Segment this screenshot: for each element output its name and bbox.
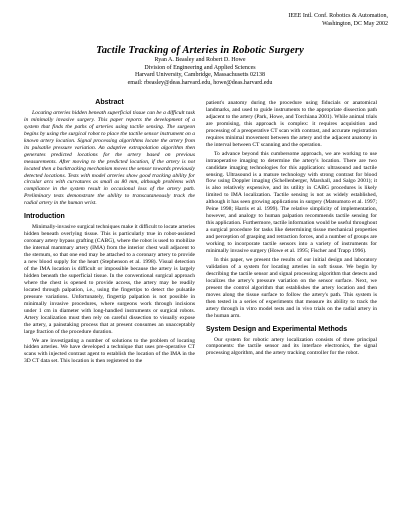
abstract-heading: Abstract [95,99,124,106]
intro-paragraph-2: We are investigating a number of solutions to the problem of locating hidden arteries. We have developed a technique that uses pre-operative CT scans with injected contrast agent to establish the location of the IMA in the 3D CT data set. This location is then registered to the [24,337,195,365]
intro-paragraph-3: patient's anatomy during the procedure using fiducials or anatomical landmarks, and used to guide instruments to the appropriate dissection path adjacent to the artery (Park, Howe, and Torchiana 2001). While animal trials are promising, this approach is complex: it requires acquisition and processing of a preoperative CT scan with contrast, and accurate registration requires minimal movement between the artery and the adjacent anatomy in the interval between CT scanning and the operation. [206,100,377,148]
intro-paragraph-4: To advance beyond this cumbersome approach, we are working to use intraoperative imaging to determine the artery's location. There are two candidate imaging technologies for this application: ultrasound and tactile sensing. Ultrasound is a mature technology with strong contrast for blood flow using Doppler imaging (Schellenberger, Marshall, and Salgo 2001); it is also relatively expensive, and its utility in CABG procedures is likely limited to IMA localization. Tactile sensing is not as widely established, although it has seen growing applications in surgery (Matsumoto et al. 1997; Peine 1998; Harris et al. 1999). The relative simplicity of implementation, however, and analogy to human palpation recommends tactile sensing for this application. Furthermore, tactile information would be useful throughout a surgical procedure for tasks like determining tissue mechanical properties and perception of grasping and retraction forces, and a number of groups are working to incorporate tactile sensors into a variety of instruments for minimally invasive surgery (Howe et al. 1995; Fischer and Trapp 1996). [206,150,377,255]
intro-paragraph-5: In this paper, we present the results of our initial design and laboratory validation of a system for locating arteries in soft tissue. We begin by describing the tactile sensor and signal processing algorithm that detects and localizes the artery's pressure variation on the sensor surface. Next, we present the control algorithm that establishes the artery location and then moves along the tissue surface to follow the artery's path. This system is then tested in a series of experiments that measure its ability to track the artery through in vitro model tests and in vivo trials on the radial artery in the human arm. [206,256,377,319]
right-column [206,100,377,359]
conference-header: IEEE Intl. Conf. Robotics & Automation, Washington, DC May 2002 [288,13,388,27]
abstract-text: Locating arteries hidden beneath superficial tissue can be a difficult task in minimally invasive surgery. This paper reports the development of a system that finds the paths of arteries using tactile sensing. The surgeon begins by using the surgical robot to place the tactile sensor instrument on a known artery location. Signal processing algorithms locate the artery from its pulsatile pressure variation. An adaptive extrapolation algorithm then generates predicted locations for the artery based on previous measurements. After moving to the predicted location, if the artery is not located then a backtracking mechanism moves the sensor towards previously detected locations. Tests with model arteries show good tracking ability for circular arcs with curvatures as small as 80 mm, although problems with compliance in the system result in occasional loss of the artery path. Preliminary tests demonstrate the ability to transcutaneously track the radial artery in the human wrist. [24,109,195,207]
authors: Ryan A. Beasley and Robert D. Howe [154,57,246,63]
email: email: rbeasley@deas.harvard.edu, howe@deas.harvard.edu [127,79,273,86]
abstract-section [24,100,195,207]
intro-paragraph-1: Minimally-invasive surgical techniques make it difficult to locate arteries hidden beneath overlying tissue. This is particularly true in robot-assisted coronary artery bypass grafting (CABG), where the robot is used to mobilize the internal mammary artery (IMA) from the interior chest wall adjacent to the sternum, so that one end may be attached to a coronary artery to provide a new blood supply for the heart (Stephenson et al. 1998). Visual detection of the IMA location is difficult or impossible because the artery is largely hidden beneath the superficial tissue. In the conventional surgical approach where the chest is opened to provide access, the artery may be readily located through palpation, i.e., using the fingertips to detect the pulsatile pressure variations. Unfortunately, fingertip palpation is not possible in minimally invasive procedures, where surgeons work through incisions under 1 cm in diameter with long-handled instruments or surgical robots. Artery localization must then rely on careful dissection to visually expose the artery, a painstaking process that at present consumes an unacceptably large fraction of the procedure duration. [24,224,195,335]
system-heading: System Design and Experimental Methods [206,325,348,333]
paper-title: Tactile Tracking of Arteries in Robotic Surgery [96,45,304,56]
division: Division of Engineering and Applied Sciences [144,64,256,71]
system-paragraph-1: Our system for robotic artery localization consists of three principal components: the tactile sensor and its interface electronics, the signal processing algorithm, and the artery tracking controller for the robot. [206,336,377,357]
university: Harvard University, Cambridge, Massachusetts 02138 [135,72,265,79]
author-block [0,57,400,87]
introduction-heading: Introduction [24,213,65,221]
left-column [24,100,195,367]
